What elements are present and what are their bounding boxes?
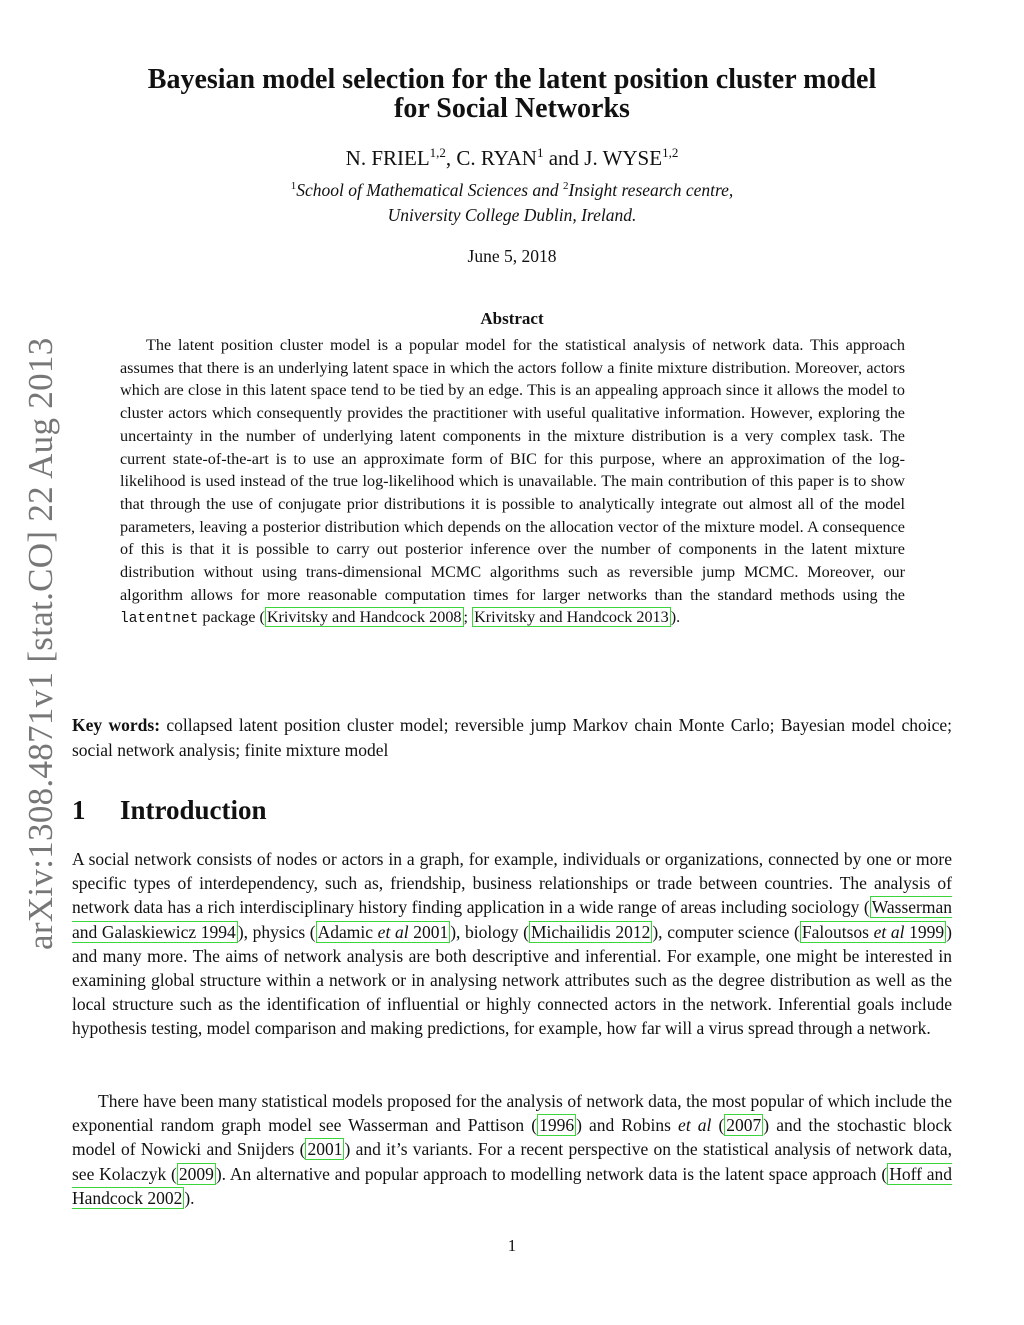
author-friel: N. FRIEL <box>345 146 430 170</box>
author-separator: and <box>543 146 585 170</box>
citation-link[interactable]: 2009 <box>178 1163 214 1184</box>
affiliations <box>60 174 964 228</box>
citation-year: 1999 <box>904 921 945 942</box>
abstract-text: ). <box>670 608 681 627</box>
citation-link[interactable]: Krivitsky and Handcock 2013 <box>474 608 669 627</box>
arxiv-stamp: arXiv:1308.4871v1 [stat.CO] 22 Aug 2013 <box>21 337 60 950</box>
citation-link[interactable]: Michailidis 2012 <box>531 921 651 942</box>
paper-title <box>60 65 964 123</box>
keywords-label: Key words: <box>72 715 161 735</box>
author-friel-affil: 1,2 <box>429 145 446 160</box>
abstract-body <box>120 334 905 631</box>
paragraph-text: ) and it’s variants. For a recent perspective on the statistical analysis of network data, see Kolaczyk ( <box>72 1139 953 1184</box>
affil-centre: Insight research centre, <box>568 179 734 200</box>
citation-link[interactable]: 2007 <box>726 1115 762 1136</box>
abstract-text: package ( <box>198 608 265 627</box>
citation-link[interactable]: 2001 <box>307 1139 343 1160</box>
citation-link[interactable] <box>800 921 946 943</box>
citation-year: 2001 <box>408 921 449 942</box>
affil-school: School of Mathematical Sciences and <box>296 179 564 200</box>
abstract-heading: Abstract <box>480 309 544 328</box>
citation-etal: et al <box>873 921 905 942</box>
citation-link[interactable] <box>316 921 451 943</box>
affil-university: University College Dublin, Ireland. <box>387 204 637 225</box>
keywords-text: collapsed latent position cluster model; reversible jump Markov chain Monte Carlo; Bayesian model choice; social network analysis; finite mixture model <box>72 715 952 760</box>
paper-date: June 5, 2018 <box>467 246 557 266</box>
keywords <box>72 713 952 762</box>
intro-paragraph-2 <box>72 1089 952 1210</box>
author-ryan: C. RYAN <box>456 146 537 170</box>
package-name: latentnet <box>120 611 199 628</box>
etal-text: et al <box>678 1115 712 1136</box>
paragraph-text: ), physics ( <box>237 921 316 942</box>
author-separator: , <box>445 146 457 170</box>
section-title: Introduction <box>120 795 267 825</box>
paragraph-text: ). An alternative and popular approach to modelling network data is the latent space approach ( <box>215 1163 888 1184</box>
author-wyse: J. WYSE <box>584 146 663 170</box>
paragraph-text: ) and the stochastic block model of Nowicki and Snijders ( <box>72 1115 952 1160</box>
paragraph-text: ( <box>711 1115 725 1136</box>
title-line-2: for Social Networks <box>394 93 630 124</box>
paragraph-text: ), biology ( <box>450 921 529 942</box>
paragraph-text: There have been many statistical models proposed for the analysis of network data, the most popular of which include the exponential random graph model see Wasserman and Pattison ( <box>72 1091 952 1136</box>
paragraph-text: ) and many more. The aims of network analysis are both descriptive and inferential. For example, one might be interested in examining global structure within a network or in analysing network attributes such as the degree distribution as well as the local structure such as the identification of influential or highly connected actors in the network. Inferential goals include hypothesis testing, model comparison and making predictions, for example, how far will a virus spread through a network. <box>72 921 952 1039</box>
citation-separator: ; <box>463 608 473 627</box>
page-number: 1 <box>507 1236 517 1255</box>
paragraph-text: ), computer science ( <box>652 921 800 942</box>
affil-marker-2: 2 <box>563 180 569 192</box>
citation-author: Adamic <box>317 921 378 942</box>
intro-paragraph-1 <box>72 847 952 1041</box>
citation-etal: et al <box>377 921 409 942</box>
citation-link[interactable]: Hoff and Handcock 2002 <box>72 1163 952 1208</box>
paragraph-text: A social network consists of nodes or actors in a graph, for example, individuals or organizations, connected by one or more specific types of interdependency, such as, friendship, business relationships or trade between countries. The analysis of network data has a rich interdisciplinary history finding application in a wide range of areas including sociology ( <box>72 849 952 918</box>
paragraph-text: ). <box>184 1187 195 1208</box>
author-list <box>60 145 964 171</box>
section-number: 1 <box>72 795 86 825</box>
citation-link[interactable]: Wasserman and Galaskiewicz 1994 <box>72 897 952 942</box>
author-wyse-affil: 1,2 <box>662 145 679 160</box>
abstract-text: The latent position cluster model is a popular model for the statistical analysis of network data. This approach assumes that there is an underlying latent space in which the actors follow a finite mixture distribution. Moreover, actors which are close in this latent space tend to be tied by an edge. This is an appealing approach since it allows the model to cluster actors which consequently provides the practitioner with useful qualitative information. However, exploring the uncertainty in the number of underlying latent components in the mixture distribution is a very complex task. The current state-of-the-art is to use an approximate form of BIC for this purpose, where an approximation of the log-likelihood is used instead of the true log-likelihood which is unavailable. The main contribution of this paper is to show that through the use of conjugate prior distributions it is possible to analytically integrate out almost all of the model parameters, leaving a posterior distribution which depends on the allocation vector of the mixture model. A consequence of this is that it is possible to carry out posterior inference over the number of components in the latent mixture distribution without using trans-dimensional MCMC algorithms such as reversible jump MCMC. Moreover, our algorithm allows for more reasonable computation times for larger networks than the standard methods using the <box>120 336 905 604</box>
affil-marker-1: 1 <box>290 180 297 192</box>
section-heading <box>72 795 267 826</box>
citation-link[interactable]: Krivitsky and Handcock 2008 <box>266 608 462 627</box>
paragraph-text: ) and Robins <box>576 1115 679 1136</box>
author-ryan-affil: 1 <box>536 145 544 160</box>
title-line-1: Bayesian model selection for the latent position cluster model <box>147 64 877 95</box>
citation-link[interactable]: 1996 <box>539 1115 575 1136</box>
citation-author: Faloutsos <box>801 921 874 942</box>
